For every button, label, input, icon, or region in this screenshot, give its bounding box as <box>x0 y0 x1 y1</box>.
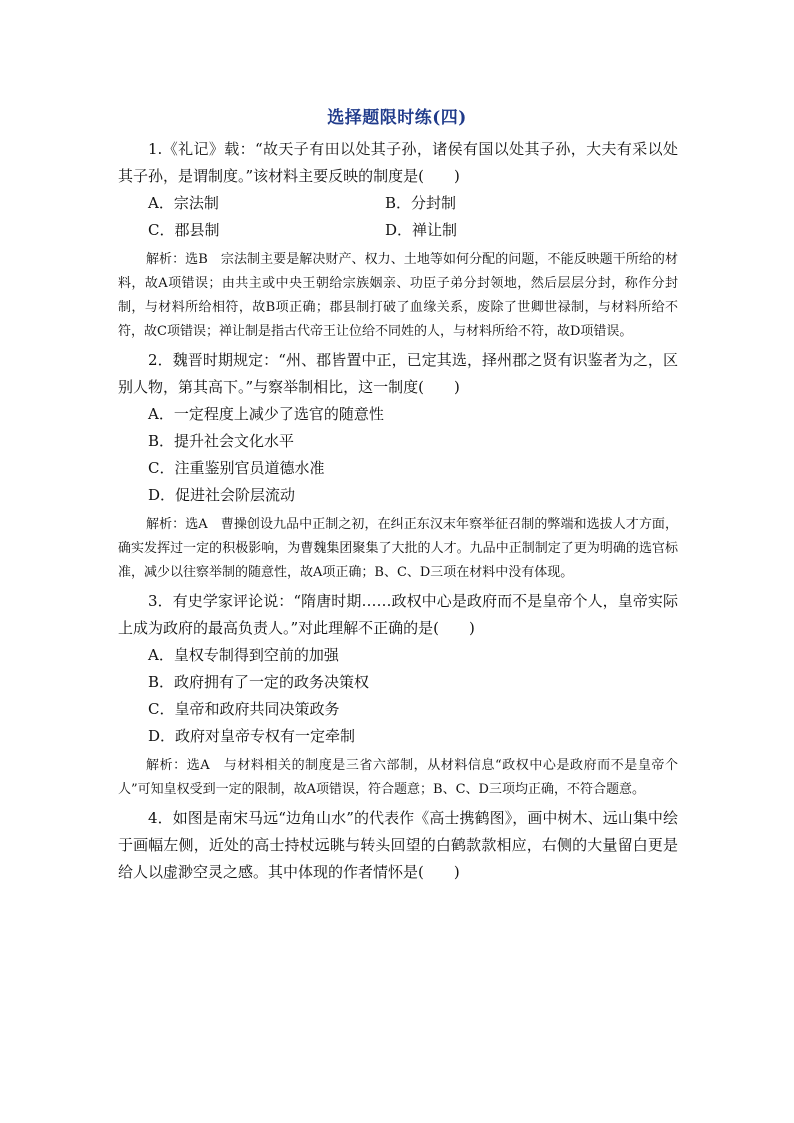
question-4 <box>118 805 678 886</box>
option-row <box>118 190 678 217</box>
option-a: A．皇权专制得到空前的加强 <box>148 646 339 664</box>
question-1 <box>118 136 678 344</box>
option-b: B．分封制 <box>385 194 457 212</box>
option-a: A．一定程度上减少了选官的随意性 <box>148 405 384 423</box>
option-row <box>118 217 678 244</box>
option-a: A．宗法制 <box>148 194 219 212</box>
question-stem: 1.《礼记》载：“故天子有田以处其子孙，诸侯有国以处其子孙，大夫有采以处其子孙，是谓制度。”该材料主要反映的制度是( ) <box>118 140 678 185</box>
option-c: C．注重鉴别官员道德水准 <box>148 459 325 477</box>
answer-analysis: 解析：选A 曹操创设九品中正制之初，在纠正东汉末年察举征召制的弊端和选拔人才方面，确实发挥过一定的积极影响，为曹魏集团聚集了大批的人才。九品中正制制定了更为明确的选官标准，减少以往察举制的随意性，故A项正确；B、C、D三项在材料中没有体现。 <box>118 517 678 580</box>
option-d: D．促进社会阶层流动 <box>148 486 296 504</box>
answer-analysis: 解析：选A 与材料相关的制度是三省六部制，从材料信息“政权中心是政府而不是皇帝个人”可知皇权受到一定的限制，故A项错误，符合题意；B、C、D三项均正确，不符合题意。 <box>118 758 678 797</box>
question-list <box>118 136 678 886</box>
option-d: D．政府对皇帝专权有一定牵制 <box>148 727 356 745</box>
question-3 <box>118 588 678 802</box>
question-stem: 2．魏晋时期规定：“州、郡皆置中正，已定其选，择州郡之贤有识鉴者为之，区别人物，第其高下。”与察举制相比，这一制度( ) <box>118 351 678 396</box>
answer-analysis: 解析：选B 宗法制主要是解决财产、权力、土地等如何分配的问题，不能反映题干所给的材料，故A项错误；由共主或中央王朝给宗族姻亲、功臣子弟分封领地，然后层层分封，称作分封制，与材料所给相符，故B项正确；郡县制打破了血缘关系，废除了世卿世禄制，与材料所给不符，故C项错误；禅让制是指古代帝王让位给不同姓的人，与材料所给不符，故D项错误。 <box>118 252 678 339</box>
option-c: C．皇帝和政府共同决策政务 <box>148 700 340 718</box>
question-2 <box>118 347 678 585</box>
page-title: 选择题限时练(四) <box>327 108 467 128</box>
option-b: B．政府拥有了一定的政务决策权 <box>148 673 370 691</box>
question-stem: 4．如图是南宋马远“边角山水”的代表作《高士携鹤图》，画中树木、远山集中绘于画幅左侧，近处的高士持杖远眺与转头回望的白鹤款款相应，右侧的大量留白更是给人以虚渺空灵之感。其中体现的作者情怀是( ) <box>118 809 678 881</box>
option-c: C．郡县制 <box>148 221 220 239</box>
option-b: B．提升社会文化水平 <box>148 432 295 450</box>
question-stem: 3．有史学家评论说：“隋唐时期……政权中心是政府而不是皇帝个人，皇帝实际上成为政府的最高负责人。”对此理解不正确的是( ) <box>118 592 678 637</box>
option-d: D．禅让制 <box>385 221 458 239</box>
